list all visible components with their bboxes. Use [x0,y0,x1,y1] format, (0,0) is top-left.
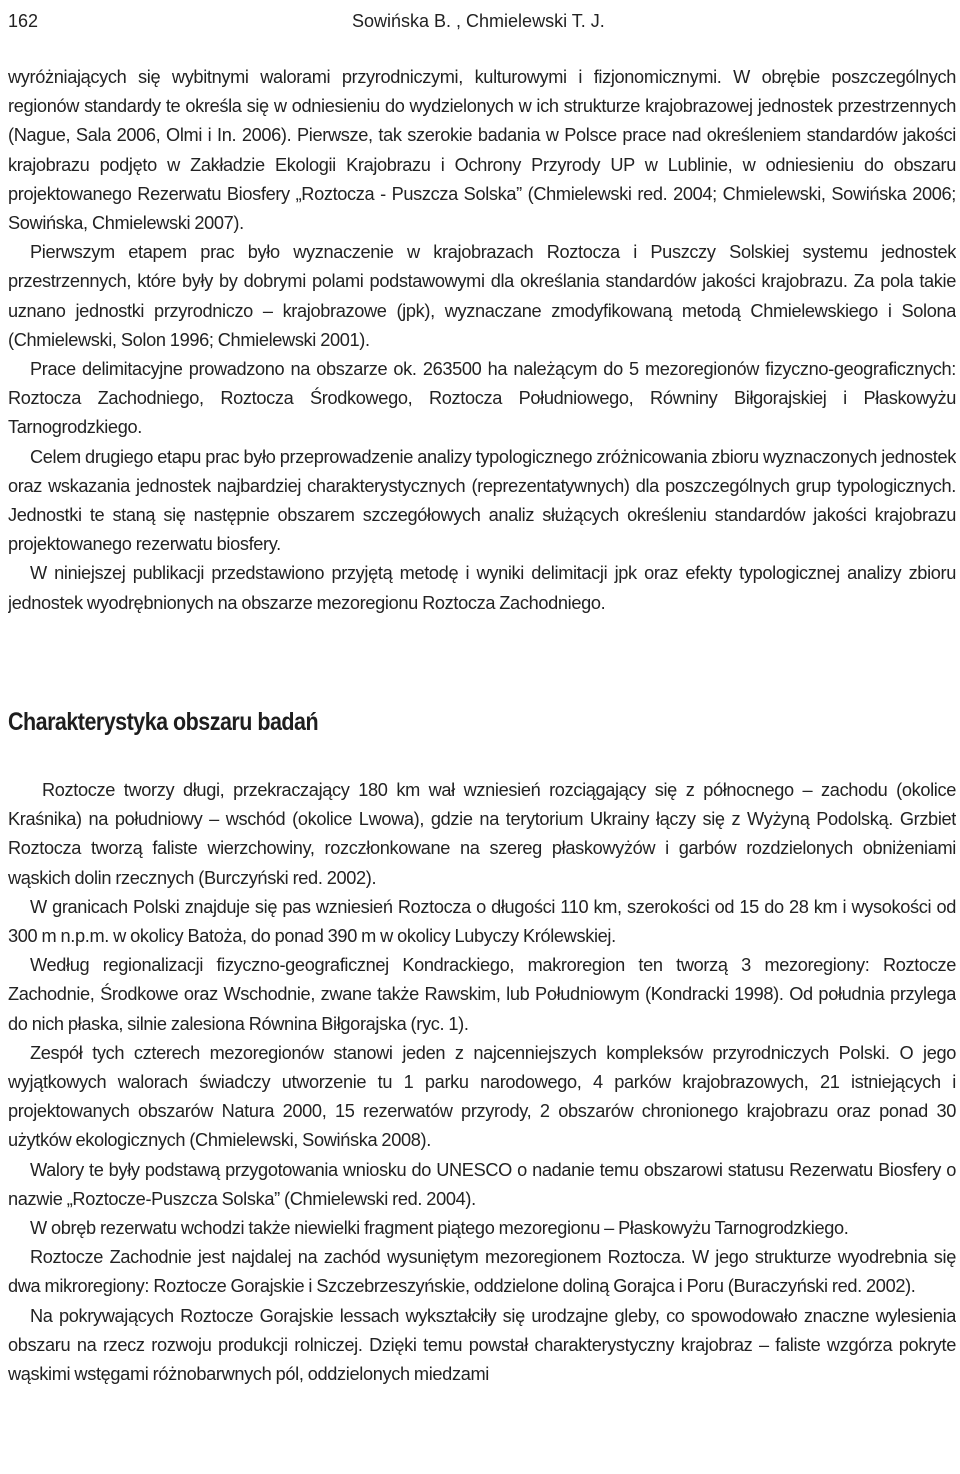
section-paragraph-1: Roztocze tworzy długi, przekraczający 180 km wał wzniesień rozciągający się z północnego – zachodu (okolice Kraśnika) na południowy – wschód (okolice Lwowa), gdzie na terytorium Ukrainy łączy się z Wyżyną Podolską. Grzbiet Roztocza tworzą faliste wierzchowiny, rozczłonkowane na szereg płaskowyżów i garbów rozdzielonych obniżeniami wąskich dolin rzecznych (Burczyński red. 2002). [8,780,956,888]
section-paragraph-8: Na pokrywających Roztocze Gorajskie lessach wykształciły się urodzajne gleby, co spowodowało znaczne wylesienia obszaru na rzecz rozwoju produkcji rolniczej. Dzięki temu powstał charakterystyczny krajobraz – faliste wzgórza pokryte wąskimi wstęgami różnobarwnych pól, oddzielonych miedzami [8,1305,956,1385]
section-paragraph-4: Zespół tych czterech mezoregionów stanowi jeden z najcenniejszych kompleksów przyrodniczych Polski. O jego wyjątkowych walorach świadczy utworzenie tu 1 parku narodowego, 4 parków krajobrazowych, 21 istniejących i projektowanych obszarów Natura 2000, 15 rezerwatów przyrody, 2 obszarów chronionego krajobrazu oraz ponad 30 użytków ekologicznych (Chmielewski, Sowińska 2008). [8,1042,956,1151]
section-paragraph-2: W granicach Polski znajduje się pas wzniesień Roztocza o długości 110 km, szerokości od 15 do 28 km i wysokości od 300 m n.p.m. w okolicy Batoża, do ponad 390 m w okolicy Lubyczy Królewskiej. [8,896,956,947]
document-page [8,0,956,1474]
page-number: 162 [8,11,39,31]
intro-paragraph-5: W niniejszej publikacji przedstawiono przyjętą metodę i wyniki delimitacji jpk oraz efekty typologicznej analizy zbioru jednostek wyodrębnionych na obszarze mezoregionu Roztocza Zachodniego. [8,563,956,613]
intro-paragraph-4: Celem drugiego etapu prac było przeprowadzenie analizy typologicznego zróżnicowania zbioru wyznaczonych jednostek oraz wskazania jednostek najbardziej charakterystycznych (reprezentatywnych) dla poszczególnych grup typologicznych. Jednostki te staną się następnie obszarem szczegółowych analiz służących określeniu standardów jakości krajobrazu projektowanego rezerwatu biosfery. [8,446,956,555]
section-paragraph-5: Walory te były podstawą przygotowania wniosku do UNESCO o nadanie temu obszarowi statusu Rezerwatu Biosfery o nazwie „Roztocze-Puszcza Solska” (Chmielewski red. 2004). [8,1159,956,1209]
running-header-authors: Sowińska B. , Chmielewski T. J. [352,11,605,31]
section-paragraph-3: Według regionalizacji fizyczno-geograficznej Kondrackiego, makroregion ten tworzą 3 mezoregiony: Roztocze Zachodnie, Środkowe oraz Wschodnie, zwane także Rawskim, lub Południowym (Kondracki 1998). Od południa przylega do nich płaska, silnie zalesiona Równina Biłgorajska (ryc. 1). [8,955,956,1034]
intro-paragraph-3: Prace delimitacyjne prowadzono na obszarze ok. 263500 ha należącym do 5 mezoregionów fizyczno-geograficznych: Roztocza Zachodniego, Roztocza Środkowego, Roztocza Południowego, Równiny Biłgorajskiej i Płaskowyżu Tarnogrodzkiego. [8,359,956,438]
section-text [8,776,956,1389]
section-heading: Charakterystyka obszaru badań [8,708,319,736]
intro-paragraph-1: wyróżniających się wybitnymi walorami przyrodniczymi, kulturowymi i fizjonomicznymi. W obrębie poszczególnych regionów standardy te określa się w odniesieniu do wydzielonych w ich strukturze krajobrazowej jednostek przestrzennych (Nague, Sala 2006, Olmi i In. 2006). Pierwsze, tak szerokie badania w Polsce prace nad określeniem standardów jakości krajobrazu podjęto w Zakładzie Ekologii Krajobrazu i Ochrony Przyrody UP w Lublinie, w odniesieniu do obszaru projektowanego Rezerwatu Biosfery „Roztocza - Puszcza Solska” (Chmielewski red. 2004; Chmielewski, Sowińska 2006; Sowińska, Chmielewski 2007). [8,67,956,234]
intro-paragraph-2: Pierwszym etapem prac było wyznaczenie w krajobrazach Roztocza i Puszczy Solskiej systemu jednostek przestrzennych, które były by dobrymi polami podstawowymi dla określania standardów jakości krajobrazu. Za pola takie uznano jednostki przyrodniczo – krajobrazowe (jpk), wyznaczane zmodyfikowaną metodą Chmielewskiego i Solona (Chmielewski, Solon 1996; Chmielewski 2001). [8,242,956,350]
section-paragraph-7: Roztocze Zachodnie jest najdalej na zachód wysuniętym mezoregionem Roztocza. W jego strukturze wyodrebnia się dwa mikroregiony: Roztocze Gorajskie i Szczebrzeszyńskie, oddzielone doliną Gorajca i Poru (Buraczyński red. 2002). [8,1247,956,1297]
intro-text [8,63,956,618]
section-paragraph-6: W obręb rezerwatu wchodzi także niewielki fragment piątego mezoregionu – Płaskowyżu Tarnogrodzkiego. [30,1218,849,1239]
running-header [8,6,956,36]
